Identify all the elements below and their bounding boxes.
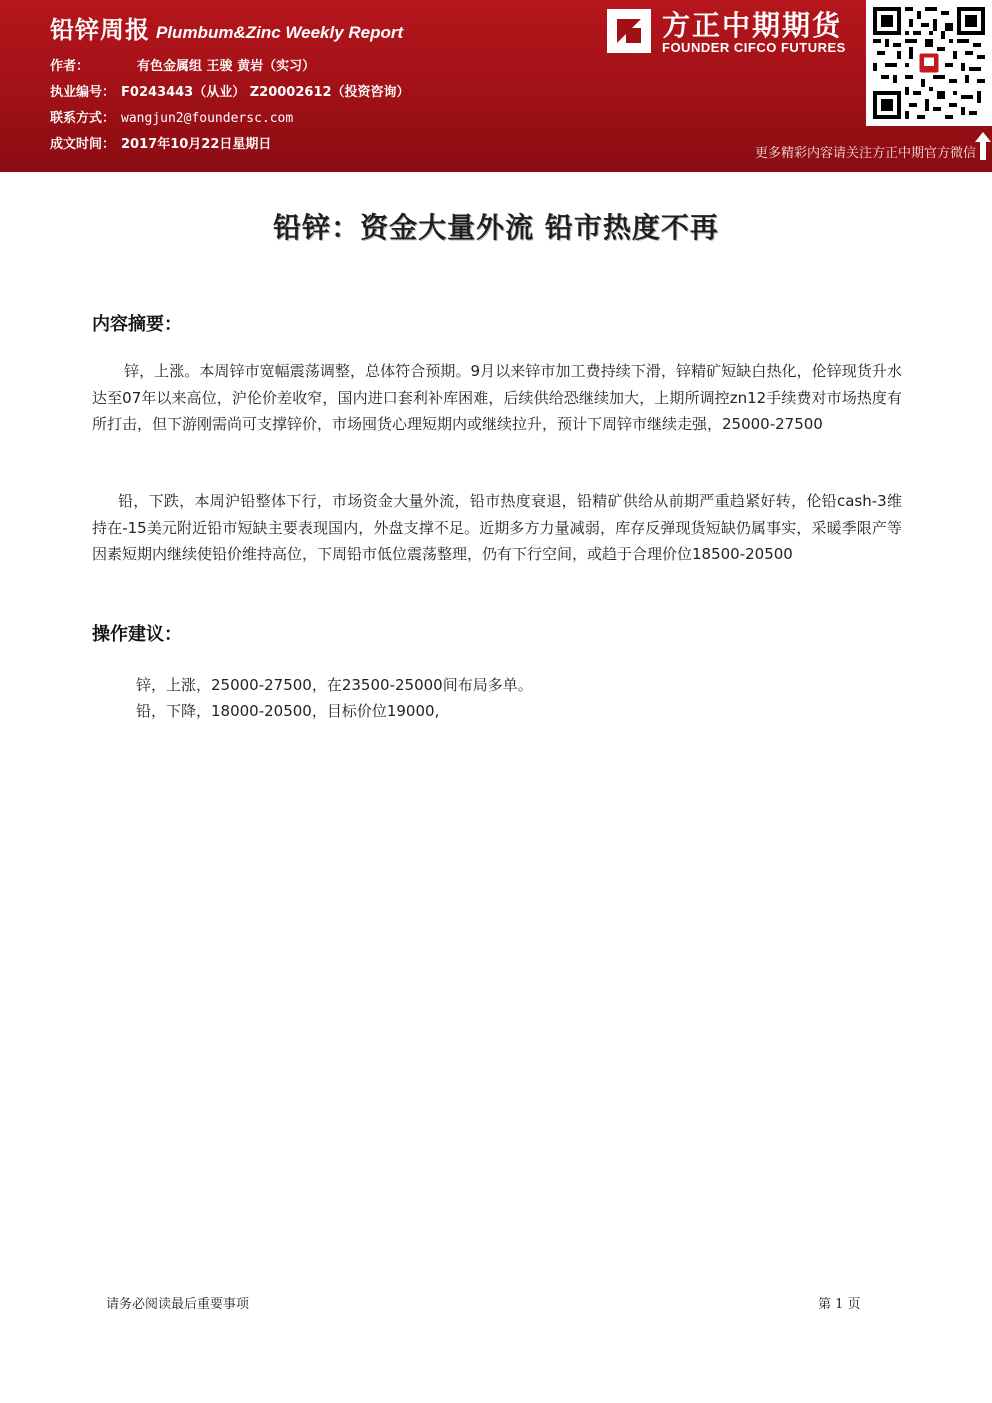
header-band (0, 0, 992, 172)
report-title (50, 10, 403, 45)
logo-text-cn: 方正中期期货 (662, 9, 843, 42)
summary-paragraph-lead: 铅，下跌，本周沪铅整体下行，市场资金大量外流，铅市热度衰退，铅精矿供给从前期严重趋紧好转，伦铅cash-3维持在-15美元附近铅市短缺主要表现国内，外盘支撑不足。近期多方力量减弱，库存反弹现货短缺仍属事实，采暖季限产等因素短期内继续使铅价维持高位，下周铅市低位震荡整理，仍有下行空间，或趋于合理价位18500-20500 (92, 492, 902, 563)
date-value: 2017年10月22日星期日 (121, 137, 272, 152)
qr-code (866, 0, 992, 126)
arrow-up-icon (975, 132, 991, 160)
contact-label: 联系方式： (50, 111, 116, 126)
author-label: 作者： (50, 59, 90, 74)
report-title-en: Plumbum&Zinc Weekly Report (156, 23, 404, 42)
qr-code-icon (873, 6, 985, 120)
contact-row (50, 107, 293, 126)
date-row (50, 133, 271, 152)
advice-item-lead: 铅，下降，18000-20500，目标价位19000, (136, 702, 440, 720)
company-logo (604, 6, 860, 60)
date-label: 成文时间： (50, 137, 116, 152)
logo-text-en: FOUNDER CIFCO FUTURES (662, 40, 846, 55)
logo-mark-icon (604, 6, 654, 56)
footer-notice: 请务必阅读最后重要事项 (106, 1297, 250, 1312)
license-value: F0243443（从业） Z20002612（投资咨询） (121, 85, 410, 100)
contact-value[interactable]: wangjun2@foundersc.com (121, 111, 294, 126)
page-number: 第 1 页 (818, 1297, 861, 1312)
wechat-follow-text[interactable]: 更多精彩内容请关注方正中期官方微信 (754, 146, 976, 161)
summary-paragraph-zinc: 锌，上涨。本周锌市宽幅震荡调整，总体符合预期。9月以来锌市加工费持续下滑，锌精矿短缺白热化，伦锌现货升水达至07年以来高位，沪伦价差收窄，国内进口套利补库困难，后续供给恐继续加大，上期所调控zn12手续费对市场热度有所打击，但下游刚需尚可支撑锌价，市场囤货心理短期内或继续拉升，预计下周锌市继续走强，25000-27500 (92, 362, 902, 433)
advice-heading: 操作建议： (92, 624, 182, 645)
summary-heading: 内容摘要： (92, 314, 182, 335)
report-title-cn: 铅锌周报 (50, 16, 150, 44)
advice-item-zinc: 锌，上涨，25000-27500，在23500-25000间布局多单。 (136, 676, 533, 694)
document-title: 铅锌：资金大量外流 铅市热度不再 (273, 211, 719, 244)
author-value: 有色金属组 王骏 黄岩（实习） (137, 59, 316, 74)
license-label: 执业编号： (50, 85, 116, 100)
author-row (50, 55, 315, 74)
license-row (50, 81, 410, 100)
